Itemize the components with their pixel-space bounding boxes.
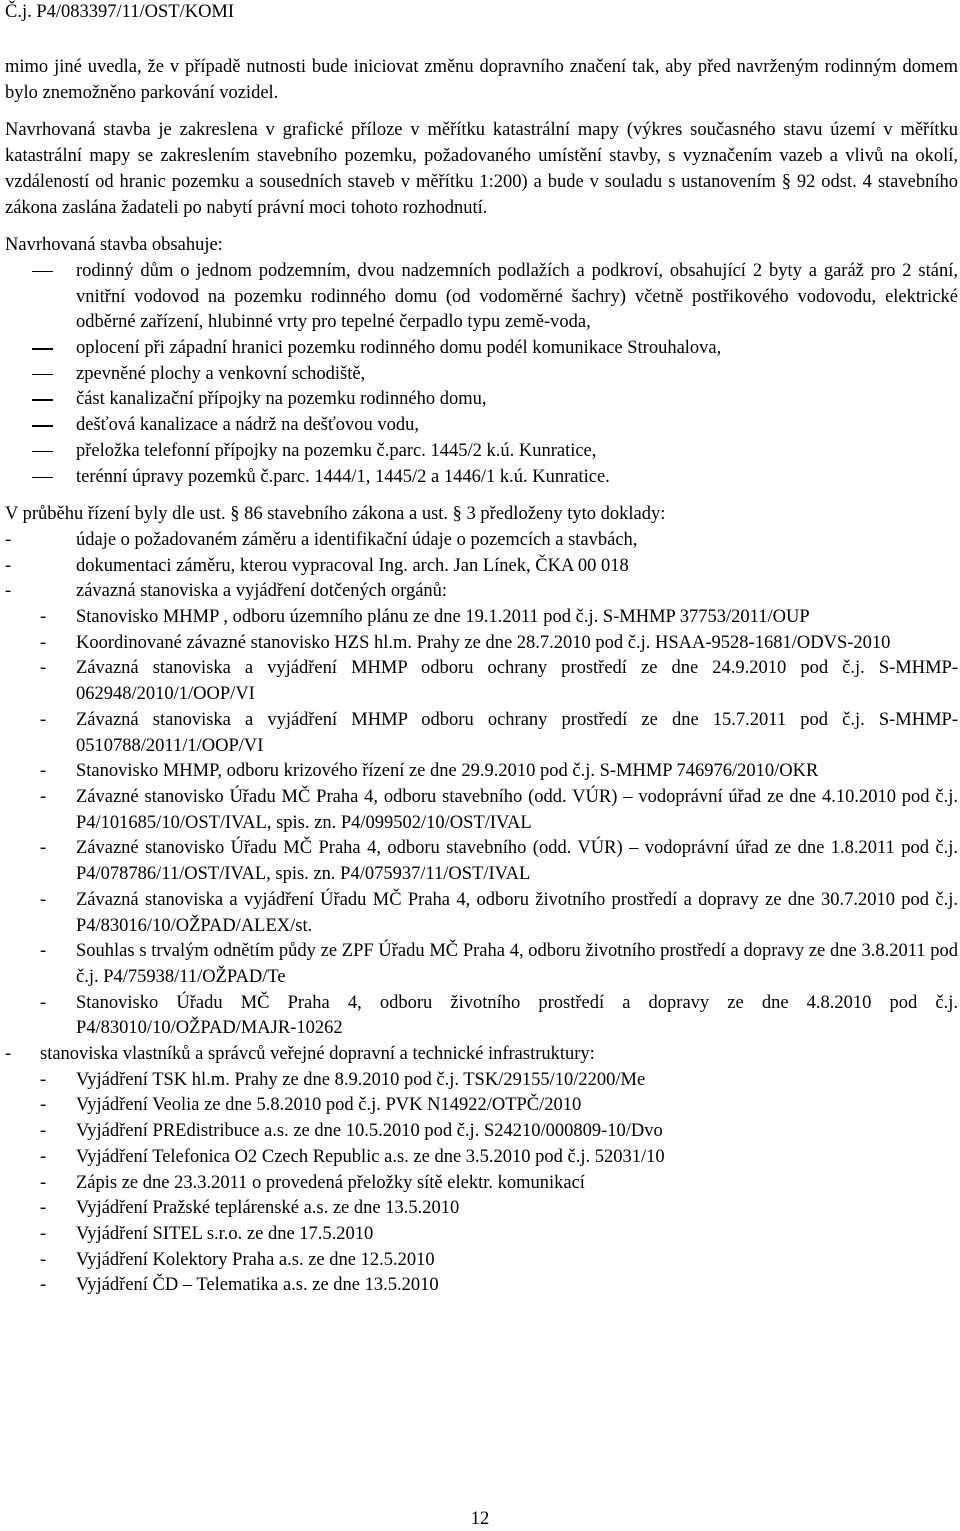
dash-bullet [32, 348, 53, 350]
sub-list-item: - Stanovisko Úřadu MČ Praha 4, odboru životního prostředí a dopravy ze dne 4.8.2010 pod č.j. P4/83010/10/OŽPAD/MAJR-10262 [40, 992, 958, 1039]
paragraph-drawing: Navrhovaná stavba je zakreslena v grafické příloze v měřítku katastrální mapy (výkres současného stavu území v měřítku katastrální mapy se zakreslením stavebního pozemku, požadovaného umístění stavby, s vyznačením vazeb a vlivů na okolí, vzdáleností od hranic pozemku a sousedních staveb v měřítku 1:200) a bude v souladu s ustanovením § 92 odst. 4 stavebního zákona zaslána žadateli po nabytí právní moci tohoto rozhodnutí. [5, 120, 958, 218]
sub-list-item: - Vyjádření PREdistribuce a.s. ze dne 10.5.2010 pod č.j. S24210/000809-10/Dvo [40, 1121, 663, 1142]
paragraph-parking: mimo jiné uvedla, že v případě nutnosti bude iniciovat změnu dopravního značení tak, aby před navrženým rodinným domem bylo znemožněno parkování vozidel. [5, 57, 958, 103]
list-item: - stanoviska vlastníků a správců veřejné dopravní a technické infrastruktury: [5, 1044, 595, 1065]
sub-list-item: - Vyjádření Pražské teplárenské a.s. ze dne 13.5.2010 [40, 1198, 460, 1219]
list-item: - dokumentaci záměru, kterou vypracoval Ing. arch. Jan Línek, ČKA 00 018 [5, 555, 629, 576]
dash-bullet [32, 451, 53, 453]
list-item: oplocení při západní hranici pozemku rodinného domu podél komunikace Strouhalova, [5, 336, 958, 362]
list-item: dešťová kanalizace a nádrž na dešťovou vodu, [5, 413, 958, 439]
list-item: část kanalizační přípojky na pozemku rodinného domu, [5, 387, 958, 413]
sub-list-item: - Vyjádření Veolia ze dne 5.8.2010 pod č.j. PVK N14922/OTPČ/2010 [40, 1095, 582, 1116]
dash-bullet [32, 477, 53, 479]
sub-list-item: - Vyjádření SITEL s.r.o. ze dne 17.5.2010 [40, 1223, 374, 1244]
sub-list-item: - Koordinované závazné stanovisko HZS hl.m. Prahy ze dne 28.7.2010 pod č.j. HSAA-9528-1681/ODVS-2010 [40, 632, 891, 653]
contains-intro: Navrhovaná stavba obsahuje: [5, 235, 223, 256]
sub-list-item: - Stanovisko MHMP , odboru územního plánu ze dne 19.1.2011 pod č.j. S-MHMP 37753/2011/OUP [40, 607, 810, 628]
sub-list-item: - Závazná stanoviska a vyjádření MHMP odboru ochrany prostředí ze dne 24.9.2010 pod č.j. S-MHMP-062948/2010/1/OOP/VI [40, 658, 958, 705]
dash-bullet [32, 425, 53, 427]
dash-bullet [32, 271, 53, 273]
list-item: přeložka telefonní přípojky na pozemku č.parc. 1445/2 k.ú. Kunratice, [5, 439, 958, 465]
list-item: terénní úpravy pozemků č.parc. 1444/1, 1445/2 a 1446/1 k.ú. Kunratice. [5, 465, 958, 491]
list-item: rodinný dům o jednom podzemním, dvou nadzemních podlažích a podkroví, obsahující 2 byty a garáž pro 2 stání, vnitřní vodovod na pozemku rodinného domu (od vodoměrné šachry) včetně postřikového vodovodu, elektrické odběrné zařízení, hlubinné vrty pro tepelné čerpadlo typu země-voda, [5, 259, 958, 336]
sub-list-item: - Zápis ze dne 23.3.2011 o provedená přeložky sítě elektr. komunikací [40, 1172, 585, 1193]
list-item: - údaje o požadovaném záměru a identifikační údaje o pozemcích a stavbách, [5, 529, 638, 550]
sub-list-item: - Souhlas s trvalým odnětím půdy ze ZPF Úřadu MČ Praha 4, odboru životního prostředí a dopravy ze dne 3.8.2011 pod č.j. P4/75938/11/OŽPAD/Te [40, 941, 958, 987]
dash-bullet [32, 399, 53, 401]
sub-list-item: - Vyjádření Kolektory Praha a.s. ze dne 12.5.2010 [40, 1249, 435, 1270]
documents-intro: V průběhu řízení byly dle ust. § 86 stavebního zákona a ust. § 3 předloženy tyto doklady: [5, 504, 666, 525]
list-item: - závazná stanoviska a vyjádření dotčených orgánů: [5, 581, 448, 602]
sub-list-item: - Vyjádření Telefonica O2 Czech Republic a.s. ze dne 3.5.2010 pod č.j. 52031/10 [40, 1146, 665, 1167]
sub-list-item: - Vyjádření TSK hl.m. Prahy ze dne 8.9.2010 pod č.j. TSK/29155/10/2200/Me [40, 1069, 646, 1090]
sub-list-item: - Vyjádření ČD – Telematika a.s. ze dne 13.5.2010 [40, 1275, 439, 1296]
sub-list-item: - Závazná stanoviska a vyjádření MHMP odboru ochrany prostředí ze dne 15.7.2011 pod č.j. S-MHMP-0510788/2011/1/OOP/VI [40, 709, 958, 756]
sub-list-item: - Stanovisko MHMP, odboru krizového řízení ze dne 29.9.2010 pod č.j. S-MHMP 746976/2010/OKR [40, 761, 819, 782]
sub-list-item: - Závazné stanovisko Úřadu MČ Praha 4, odboru stavebního (odd. VÚR) – vodoprávní úřad ze dne 1.8.2011 pod č.j. P4/078786/11/OST/IVAL, spis. zn. P4/075937/11/OST/IVAL [40, 838, 958, 885]
page-number: 12 [470, 1509, 490, 1529]
reference-number: Č.j. P4/083397/11/OST/KOMI [5, 2, 235, 22]
dash-bullet [32, 374, 53, 376]
contains-list [5, 259, 958, 490]
sub-list-item: - Závazná stanoviska a vyjádření Úřadu MČ Praha 4, odboru životního prostředí a dopravy ze dne 30.7.2010 pod č.j. P4/83016/10/OŽPAD/ALEX/st. [40, 889, 958, 936]
sub-list-item: - Závazné stanovisko Úřadu MČ Praha 4, odboru stavebního (odd. VÚR) – vodoprávní úřad ze dne 4.10.2010 pod č.j. P4/101685/10/OST/IVAL, spis. zn. P4/099502/10/OST/IVAL [40, 786, 958, 833]
list-item: zpevněné plochy a venkovní schodiště, [5, 362, 958, 388]
document-body [5, 55, 958, 1299]
